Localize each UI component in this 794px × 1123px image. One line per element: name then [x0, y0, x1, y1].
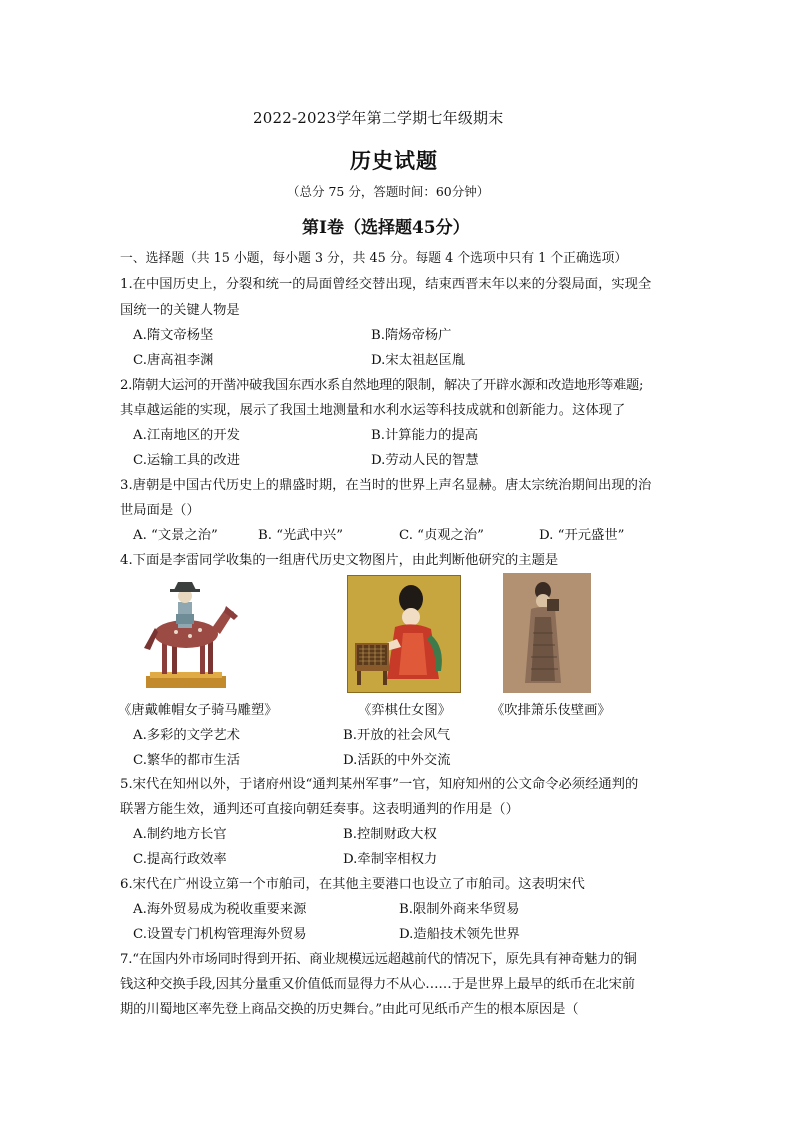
question-1-option-a: A.隋文帝杨坚 — [133, 328, 214, 343]
question-4-option-c: C.繁华的都市生活 — [133, 753, 241, 768]
horse-rider-figurine-image — [140, 572, 242, 692]
weiqi-lady-painting-image — [347, 575, 461, 693]
question-6-option-a: A.海外贸易成为税收重要来源 — [133, 902, 307, 917]
question-5-stem-line-2: 联署方能生效，通判还可直接向朝廷奏事。这表明通判的作用是（） — [120, 802, 519, 817]
question-1-option-b: B.隋炀帝杨广 — [371, 328, 452, 343]
question-7-stem-line-1: 7.“在国内外市场同时得到开拓、商业规模远远超越前代的情况下，原先具有神奇魅力的铜 — [120, 952, 637, 967]
exam-note: （总分 75 分，答题时间：60分钟） — [287, 184, 490, 199]
question-5-stem-line-1: 5.宋代在知州以外，于诸府州设“通判某州军事”一官，知府知州的公文命令必须经通判的 — [120, 777, 639, 792]
question-1-stem-line-2: 国统一的关键人物是 — [120, 303, 240, 318]
question-2-option-d: D.劳动人民的智慧 — [371, 453, 479, 468]
question-3-option-d: D. “开元盛世” — [539, 528, 625, 543]
question-1-option-c: C.唐高祖李渊 — [133, 353, 214, 368]
question-2-stem-line-1: 2.隋朝大运河的开凿冲破我国东西水系自然地理的限制，解决了开辟水源和改造地形等难题; — [120, 378, 644, 393]
question-3-stem-line-2: 世局面是（） — [120, 503, 200, 518]
question-4-stem: 4.下面是李雷同学收集的一组唐代历史文物图片，由此判断他研究的主题是 — [120, 553, 559, 568]
question-1-option-d: D.宋太祖赵匡胤 — [371, 353, 466, 368]
panpipe-musician-mural-image — [503, 573, 591, 693]
question-5-option-a: A.制约地方长官 — [133, 827, 227, 842]
question-5-option-d: D.牵制宰相权力 — [343, 852, 438, 867]
question-4-option-a: A.多彩的文学艺术 — [133, 728, 240, 743]
question-2-stem-line-2: 其卓越运能的实现，展示了我国土地测量和水利水运等科技成就和创新能力。这体现了 — [120, 403, 626, 418]
picture-caption-3: 《吹排箫乐伎壁画》 — [491, 703, 611, 718]
question-3-stem-line-1: 3.唐朝是中国古代历史上的鼎盛时期，在当时的世界上声名显赫。唐太宗统治期间出现的治 — [120, 478, 652, 493]
question-6-option-b: B.限制外商来华贸易 — [399, 902, 520, 917]
subject-title: 历史试题 — [350, 148, 438, 173]
question-6-option-d: D.造船技术领先世界 — [399, 927, 520, 942]
question-4-option-b: B.开放的社会风气 — [343, 728, 451, 743]
question-5-option-b: B.控制财政大权 — [343, 827, 437, 842]
question-4-option-d: D.活跃的中外交流 — [343, 753, 451, 768]
question-3-option-a: A. “文景之治” — [133, 528, 218, 543]
question-2-option-b: B.计算能力的提高 — [371, 428, 479, 443]
question-3-option-c: C. “贞观之治” — [399, 528, 484, 543]
question-6-option-c: C.设置专门机构管理海外贸易 — [133, 927, 307, 942]
question-2-option-a: A.江南地区的开发 — [133, 428, 240, 443]
exam-title: 2022-2023学年第二学期七年级期末 — [253, 109, 504, 127]
question-6-stem: 6.宋代在广州设立第一个市舶司，在其他主要港口也设立了市舶司。这表明宋代 — [120, 877, 585, 892]
picture-caption-2: 《弈棋仕女图》 — [358, 703, 452, 718]
question-2-option-c: C.运输工具的改进 — [133, 453, 241, 468]
section-heading: 一、选择题（共 15 小题，每小题 3 分，共 45 分。每题 4 个选项中只有 1 个正确选项） — [120, 251, 628, 266]
question-1-stem-line-1: 1.在中国历史上，分裂和统一的局面曾经交替出现，结束西晋末年以来的分裂局面，实现全 — [120, 277, 652, 292]
volume-heading: 第Ⅰ卷（选择题45分） — [302, 218, 470, 238]
question-7-stem-line-3: 期的川蜀地区率先登上商品交换的历史舞台。”由此可见纸币产生的根本原因是（ — [120, 1002, 579, 1017]
question-7-stem-line-2: 钱这种交换手段,因其分量重又价值低而显得力不从心……于是世界上最早的纸币在北宋前 — [120, 977, 635, 992]
picture-caption-1: 《唐戴帷帽女子骑马雕塑》 — [118, 703, 278, 718]
question-5-option-c: C.提高行政效率 — [133, 852, 227, 867]
question-3-option-b: B. “光武中兴” — [258, 528, 344, 543]
